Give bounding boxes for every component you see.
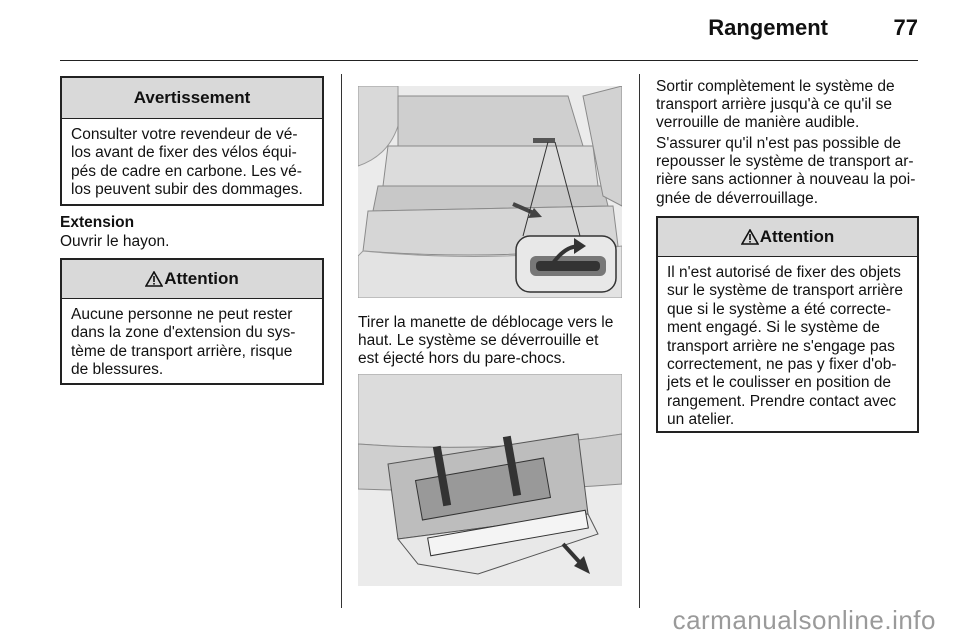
attention-title-text: Attention [759, 227, 835, 246]
verify-line: S'assurer qu'il n'est pas possible de [656, 135, 901, 152]
extension-heading: Extension [60, 214, 135, 231]
attention-line: Il n'est autorisé de fixer des objets [667, 264, 901, 281]
verify-instructions [656, 135, 931, 208]
extend-instructions [656, 78, 926, 133]
extend-line: verrouille de manière audible. [656, 114, 860, 132]
warning-line: pés de cadre en carbone. Les vé- [71, 162, 302, 180]
attention-box-2-body [658, 257, 917, 430]
attention-title-text: Attention [164, 269, 239, 288]
warning-line: los peuvent subir des dommages. [71, 180, 303, 198]
verify-line: rière sans actionner à nouveau la poi- [656, 171, 916, 189]
verify-line: gnée de déverrouillage. [656, 189, 819, 207]
attention-line: de blessures. [71, 360, 164, 378]
column-divider-2 [639, 74, 640, 608]
page-number: 77 [893, 15, 918, 40]
attention-box-1 [60, 258, 324, 385]
attention-box-2-title [658, 218, 917, 257]
attention-line: un atelier. [667, 411, 735, 429]
header-rule [60, 60, 918, 61]
warning-line: los avant de fixer des vélos équi- [71, 144, 297, 162]
attention-line: sur le système de transport arrière [667, 282, 904, 300]
attention-line: jets et le coulisser en position de [667, 374, 892, 392]
attention-line: Aucune personne ne peut rester [71, 306, 293, 323]
column-divider-1 [341, 74, 342, 608]
attention-box-2 [656, 216, 919, 433]
attention-line: rangement. Prendre contact avec [667, 392, 897, 410]
attention-line: correctement, ne pas y fixer d'ob- [667, 356, 897, 374]
extend-line: Sortir complètement le système de [656, 78, 895, 95]
attention-line: transport arrière ne s'engage pas [667, 337, 895, 355]
attention-box-1-title [62, 260, 322, 299]
attention-box-1-body [62, 299, 322, 379]
handle-line: Tirer la manette de déblocage vers le [358, 314, 614, 331]
figure-release-handle [358, 86, 622, 298]
attention-line: que si le système a été correcte- [667, 300, 891, 318]
warning-box-title: Avertissement [62, 78, 322, 119]
extension-text: Ouvrir le hayon. [60, 233, 170, 250]
attention-line: dans la zone d'extension du sys- [71, 324, 296, 342]
warning-triangle-icon [145, 271, 163, 287]
handle-instructions [358, 314, 633, 369]
attention-line: tème de transport arrière, risque [71, 342, 293, 360]
watermark: carmanualsonline.info [672, 605, 936, 635]
release-handle-illustration [358, 86, 622, 298]
extend-line: transport arrière jusqu'à ce qu'il se [656, 96, 892, 114]
warning-line: Consulter votre revendeur de vé- [71, 126, 298, 143]
handle-line: est éjecté hors du pare-chocs. [358, 350, 566, 368]
page-title: Rangement [708, 15, 828, 40]
figure-carrier-extended [358, 374, 622, 586]
warning-box [60, 76, 324, 206]
verify-line: repousser le système de transport ar- [656, 153, 914, 171]
carrier-extended-illustration [358, 374, 622, 586]
warning-box-body [62, 119, 322, 199]
attention-line: ment engagé. Si le système de [667, 319, 880, 337]
warning-triangle-icon [741, 229, 759, 245]
handle-line: haut. Le système se déverrouille et [358, 332, 599, 350]
